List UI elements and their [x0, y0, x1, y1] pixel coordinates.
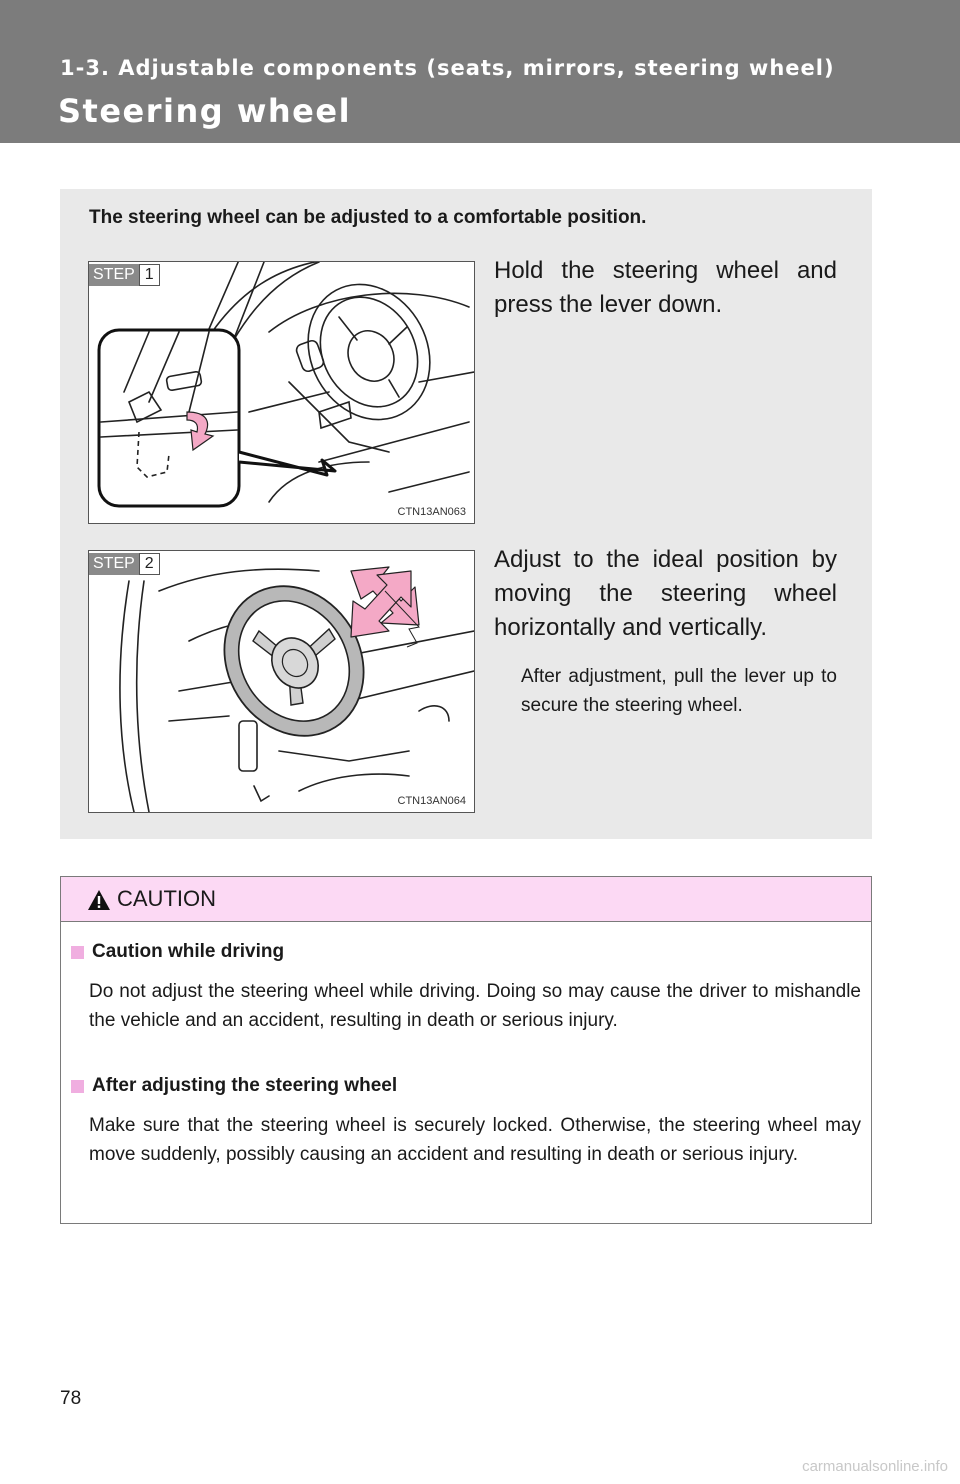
caution-item-body: Make sure that the steering wheel is securely locked. Otherwise, the steering wheel may move suddenly, possibly causing an accident and resulting in death or serious injury. — [89, 1115, 861, 1165]
square-bullet-icon — [71, 946, 84, 959]
intro-text: The steering wheel can be adjusted to a comfortable position. — [89, 207, 647, 228]
step-2-note: After adjustment, pull the lever up to secure the steering wheel. — [521, 666, 837, 716]
step-2-text: Adjust to the ideal position by moving the steering wheel horizontally and vertically. — [494, 546, 837, 641]
page-title: Steering wheel — [58, 92, 352, 130]
steering-lever-drawing — [89, 262, 474, 523]
step-2-badge — [89, 553, 160, 575]
page-number: 78 — [60, 1388, 82, 1409]
watermark: carmanualsonline.info — [802, 1458, 948, 1475]
step-1-badge — [89, 264, 160, 286]
caution-item-body: Do not adjust the steering wheel while driving. Doing so may cause the driver to mishandle the vehicle and an accident, resulting in death or serious injury. — [89, 981, 861, 1031]
caution-item-heading: After adjusting the steering wheel — [92, 1075, 398, 1096]
step-number: 1 — [139, 264, 160, 286]
step-2-illustration — [88, 550, 475, 813]
step-label: STEP — [89, 264, 139, 286]
caution-box — [60, 876, 872, 1224]
caution-header — [61, 877, 871, 922]
warning-triangle-icon — [87, 889, 111, 911]
caution-item — [69, 941, 859, 1035]
square-bullet-icon — [71, 1080, 84, 1093]
step-1-illustration — [88, 261, 475, 524]
caution-item-heading: Caution while driving — [92, 941, 285, 962]
caution-item — [69, 1075, 859, 1169]
figure-code: CTN13AN063 — [397, 506, 466, 518]
step-label: STEP — [89, 553, 139, 575]
steering-adjust-drawing — [89, 551, 474, 812]
figure-code: CTN13AN064 — [397, 795, 466, 807]
step-1-text: Hold the steering wheel and press the lever down. — [494, 257, 837, 318]
page-header — [0, 0, 960, 143]
caution-title: CAUTION — [117, 886, 216, 911]
section-title: 1-3. Adjustable components (seats, mirrors, steering wheel) — [60, 56, 835, 80]
step-number: 2 — [139, 553, 160, 575]
